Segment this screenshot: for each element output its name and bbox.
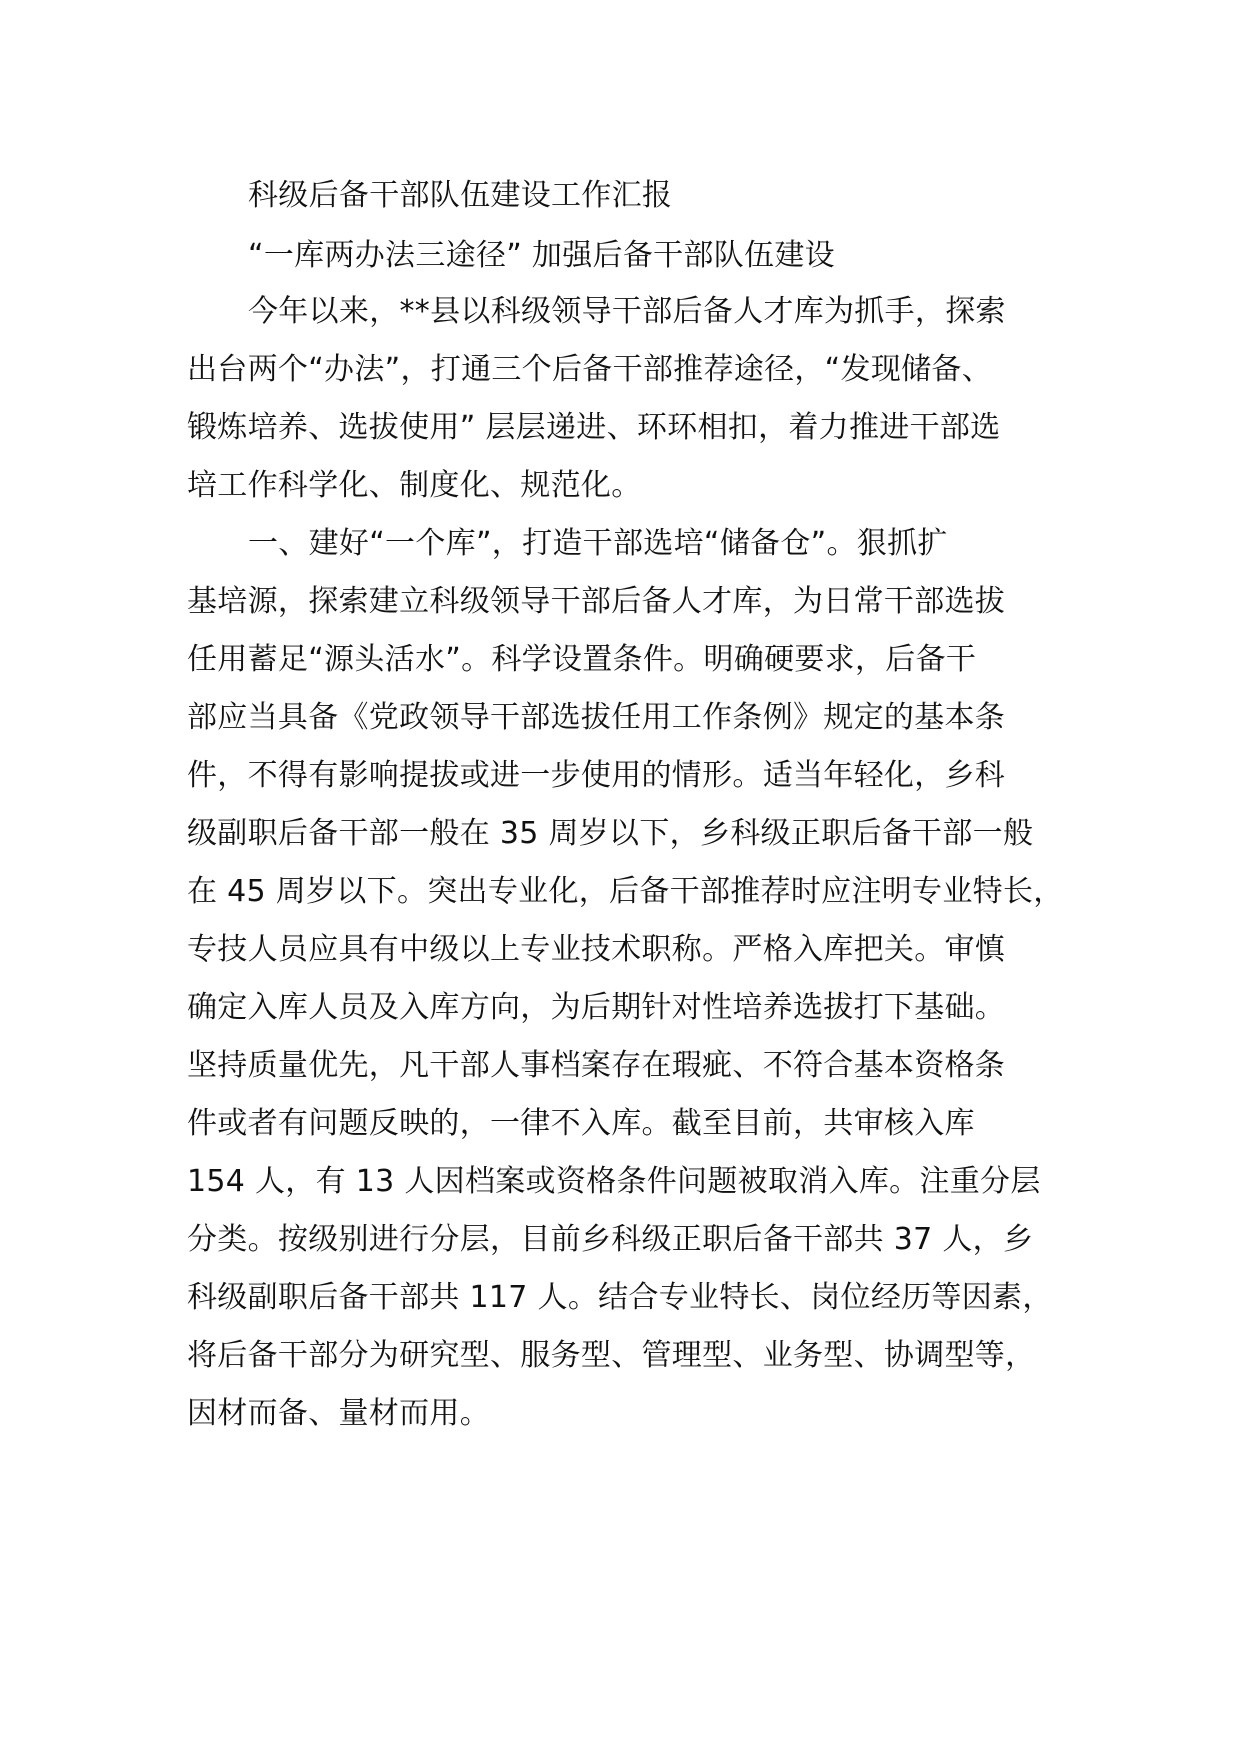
paragraph-line: 出台两个“办法”，打通三个后备干部推荐途径，“发现储备、 <box>187 352 993 387</box>
paragraph-line: 培工作科学化、制度化、规范化。 <box>187 468 642 503</box>
paragraph-line: 部应当具备《党政领导干部选拔任用工作条例》规定的基本条 <box>187 700 1006 735</box>
paragraph-line: 任用蓄足“源头活水”。科学设置条件。明确硬要求，后备干 <box>187 642 977 677</box>
paragraph-line: 154 人，有 13 人因档案或资格条件问题被取消入库。注重分层 <box>187 1164 1041 1199</box>
paragraph-line: 件或者有问题反映的，一律不入库。截至目前，共审核入库 <box>187 1106 975 1141</box>
paragraph-line: 基培源，探索建立科级领导干部后备人才库，为日常干部选拔 <box>187 584 1006 619</box>
paragraph-line: 级副职后备干部一般在 35 周岁以下，乡科级正职后备干部一般 <box>187 816 1034 851</box>
document-title: 科级后备干部队伍建设工作汇报 <box>248 178 673 213</box>
paragraph-line: 一、建好“一个库”，打造干部选培“储备仓”。狠抓扩 <box>248 526 948 561</box>
paragraph-line: 分类。按级别进行分层，目前乡科级正职后备干部共 37 人，乡 <box>187 1222 1034 1257</box>
paragraph-line: 将后备干部分为研究型、服务型、管理型、业务型、协调型等， <box>187 1338 1036 1373</box>
paragraph-line: 确定入库人员及入库方向，为后期针对性培养选拔打下基础。 <box>187 990 1006 1025</box>
paragraph-line: 件，不得有影响提拔或进一步使用的情形。适当年轻化，乡科 <box>187 758 1006 793</box>
paragraph-line: 因材而备、量材而用。 <box>187 1396 490 1431</box>
paragraph-line: 锻炼培养、选拔使用” 层层递进、环环相扣，着力推进干部选 <box>187 410 1001 445</box>
paragraph-line: 科级副职后备干部共 117 人。结合专业特长、岗位经历等因素， <box>187 1280 1053 1315</box>
paragraph-line: 今年以来，**县以科级领导干部后备人才库为抓手，探索 <box>248 294 1006 329</box>
paragraph-line: 专技人员应具有中级以上专业技术职称。严格入库把关。审慎 <box>187 932 1006 967</box>
paragraph-line: 在 45 周岁以下。突出专业化，后备干部推荐时应注明专业特长， <box>187 874 1064 909</box>
document-subtitle: “一库两办法三途径” 加强后备干部队伍建设 <box>248 238 835 273</box>
paragraph-line: 坚持质量优先，凡干部人事档案存在瑕疵、不符合基本资格条 <box>187 1048 1006 1083</box>
